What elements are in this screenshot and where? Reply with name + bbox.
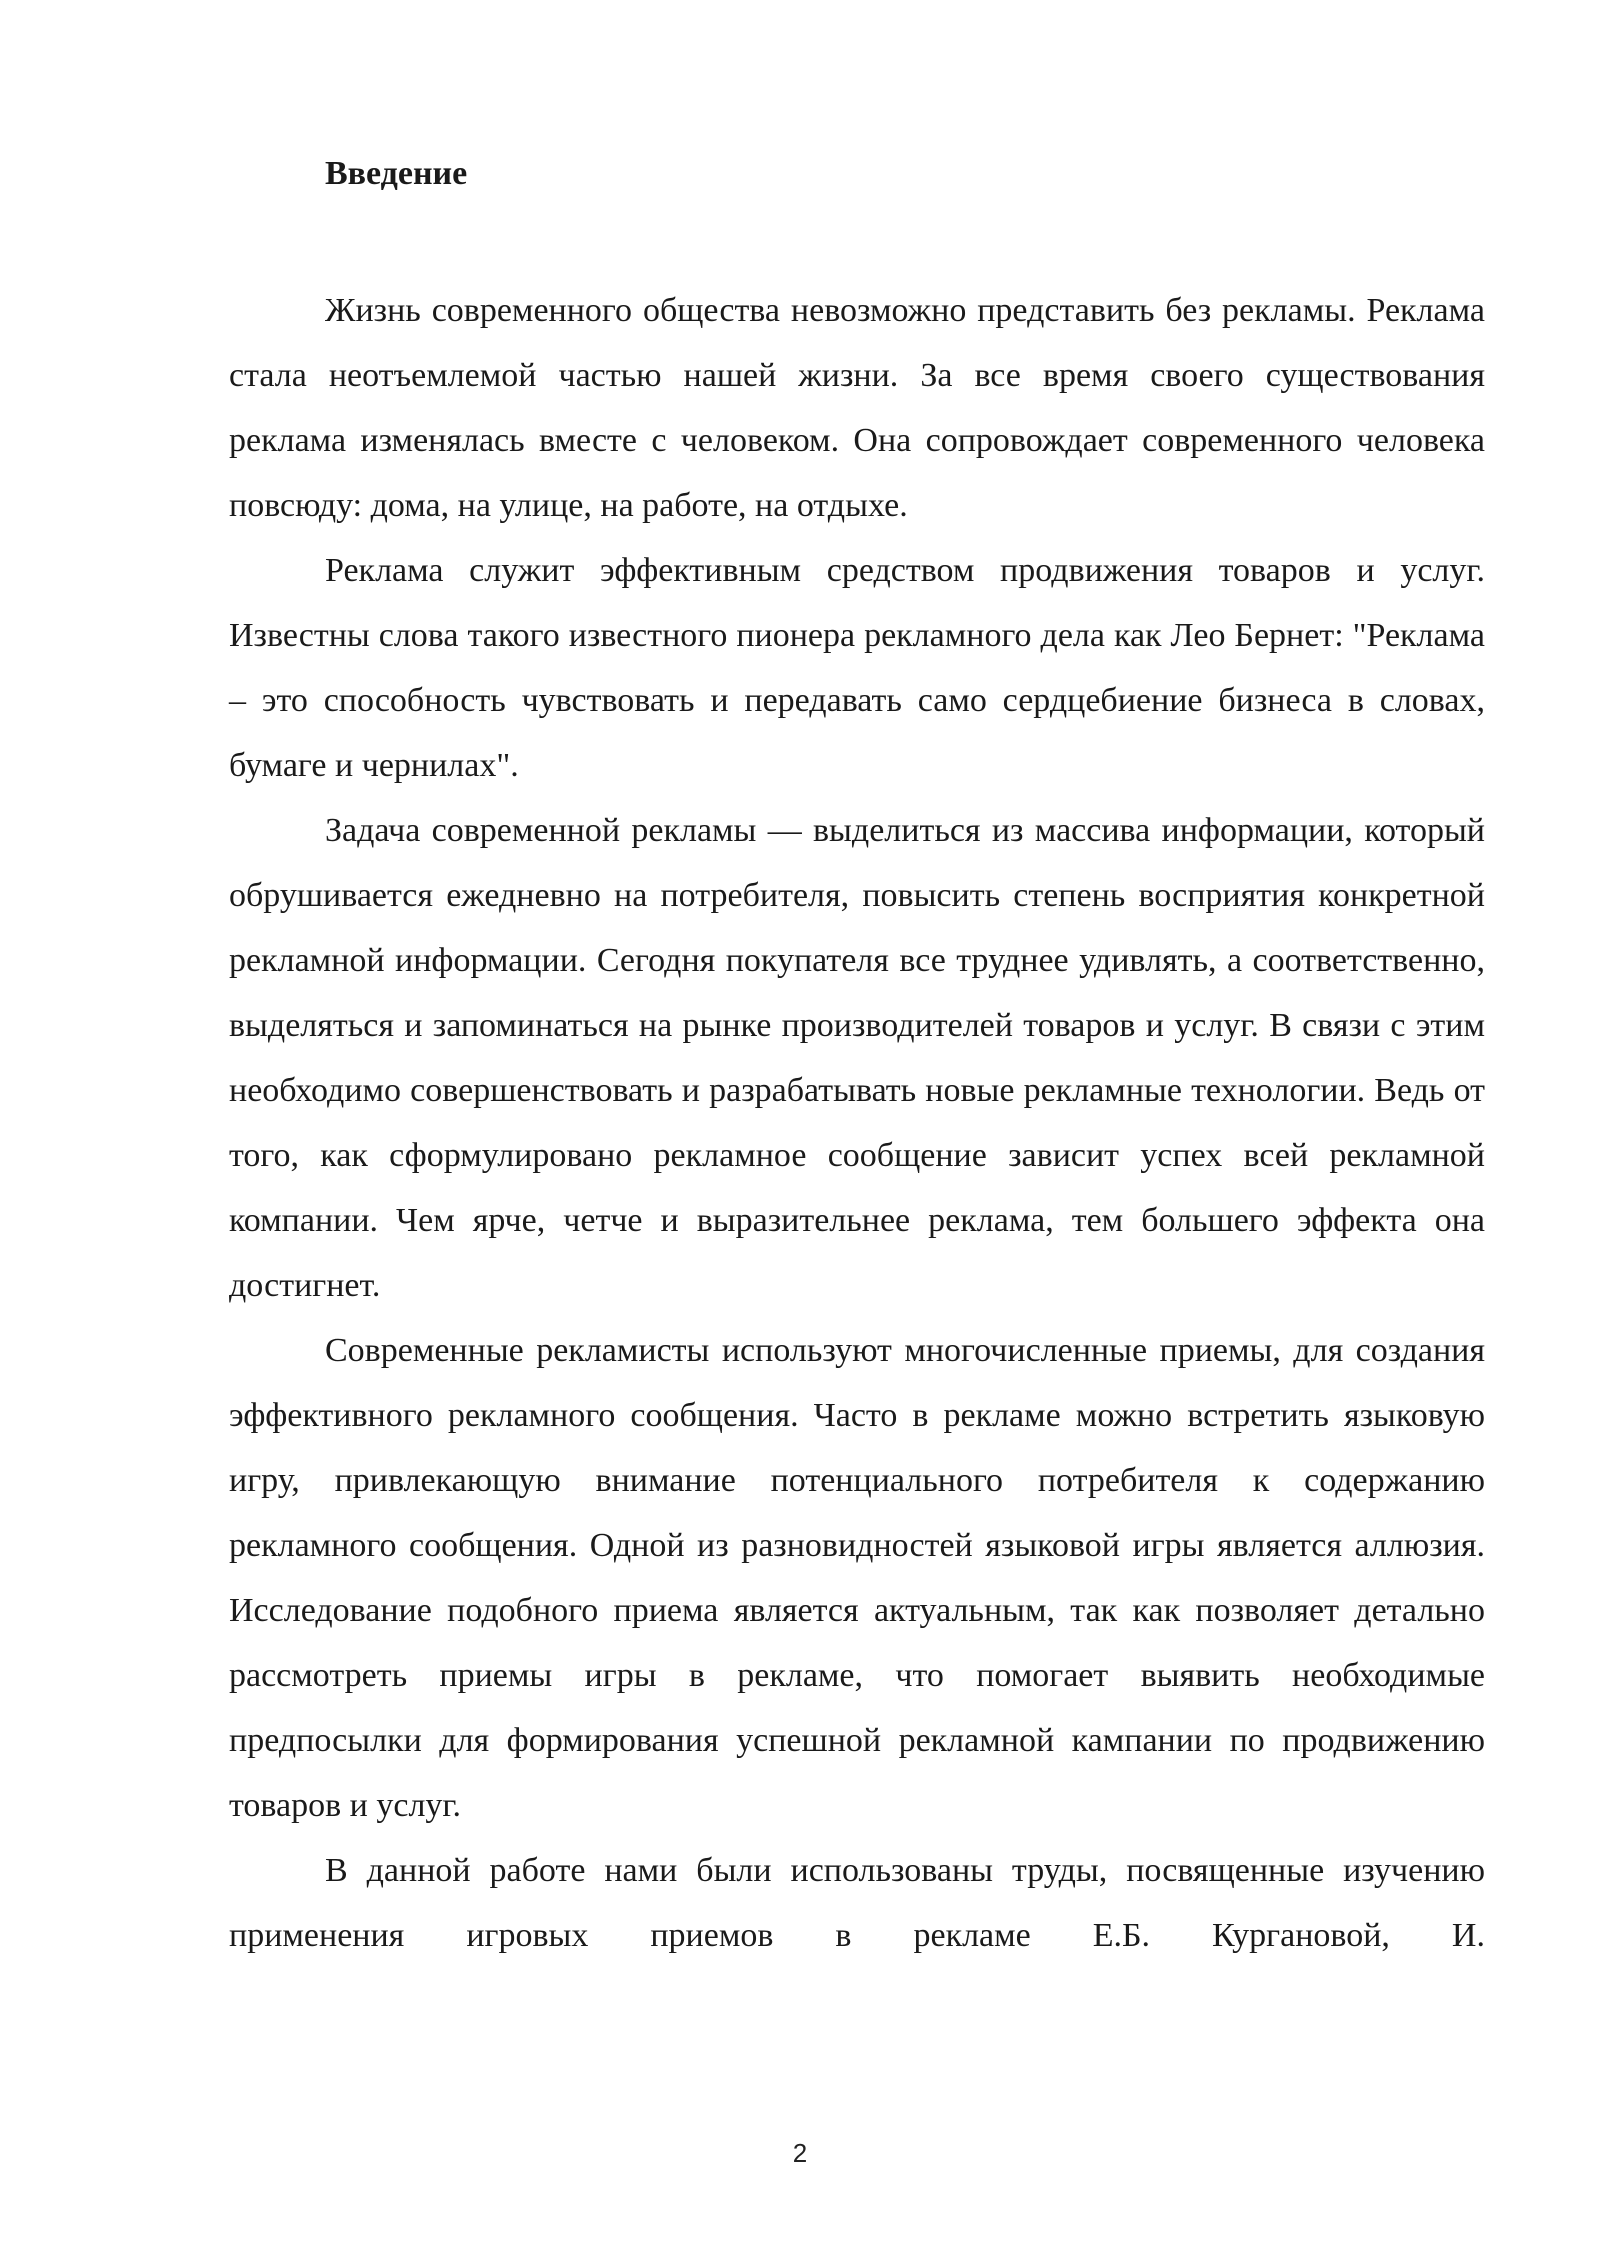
page-number: 2 (792, 2138, 808, 2168)
heading-spacer (229, 200, 1485, 278)
paragraph-5: В данной работе нами были использованы труды, посвященные изучению применения игровых приемов в рекламе Е.Б. Кургановой, И. (229, 1852, 1485, 1954)
page-body (229, 148, 1485, 1968)
paragraph-3: Задача современной рекламы — выделиться из массива информации, который обрушивается ежедневно на потребителя, повысить степень восприятия конкретной рекламной информации. Сегодня покупателя все труднее удивлять, а соответственно, выделяться и запоминаться на рынке производителей товаров и услуг. В связи с этим необходимо совершенствовать и разрабатывать новые рекламные технологии. Ведь от того, как сформулировано рекламное сообщение зависит успех всей рекламной компании. Чем ярче, четче и выразительнее реклама, тем большего эффекта она достигнет. (229, 812, 1485, 1304)
paragraph-2: Реклама служит эффективным средством продвижения товаров и услуг. Известны слова такого известного пионера рекламного дела как Лео Бернет: "Реклама – это способность чувствовать и передавать само сердцебиение бизнеса в словах, бумаге и чернилах". (229, 552, 1485, 784)
paragraph-4: Современные рекламисты используют многочисленные приемы, для создания эффективного рекламного сообщения. Часто в рекламе можно встретить языковую игру, привлекающую внимание потенциального потребителя к содержанию рекламного сообщения. Одной из разновидностей языковой игры является аллюзия. Исследование подобного приема является актуальным, так как позволяет детально рассмотреть приемы игры в рекламе, что помогает выявить необходимые предпосылки для формирования успешной рекламной кампании по продвижению товаров и услуг. (229, 1332, 1485, 1824)
paragraph-1: Жизнь современного общества невозможно представить без рекламы. Реклама стала неотъемлемой частью нашей жизни. За все время своего существования реклама изменялась вместе с человеком. Она сопровождает современного человека повсюду: дома, на улице, на работе, на отдыхе. (229, 292, 1485, 524)
section-heading: Введение (325, 155, 468, 192)
